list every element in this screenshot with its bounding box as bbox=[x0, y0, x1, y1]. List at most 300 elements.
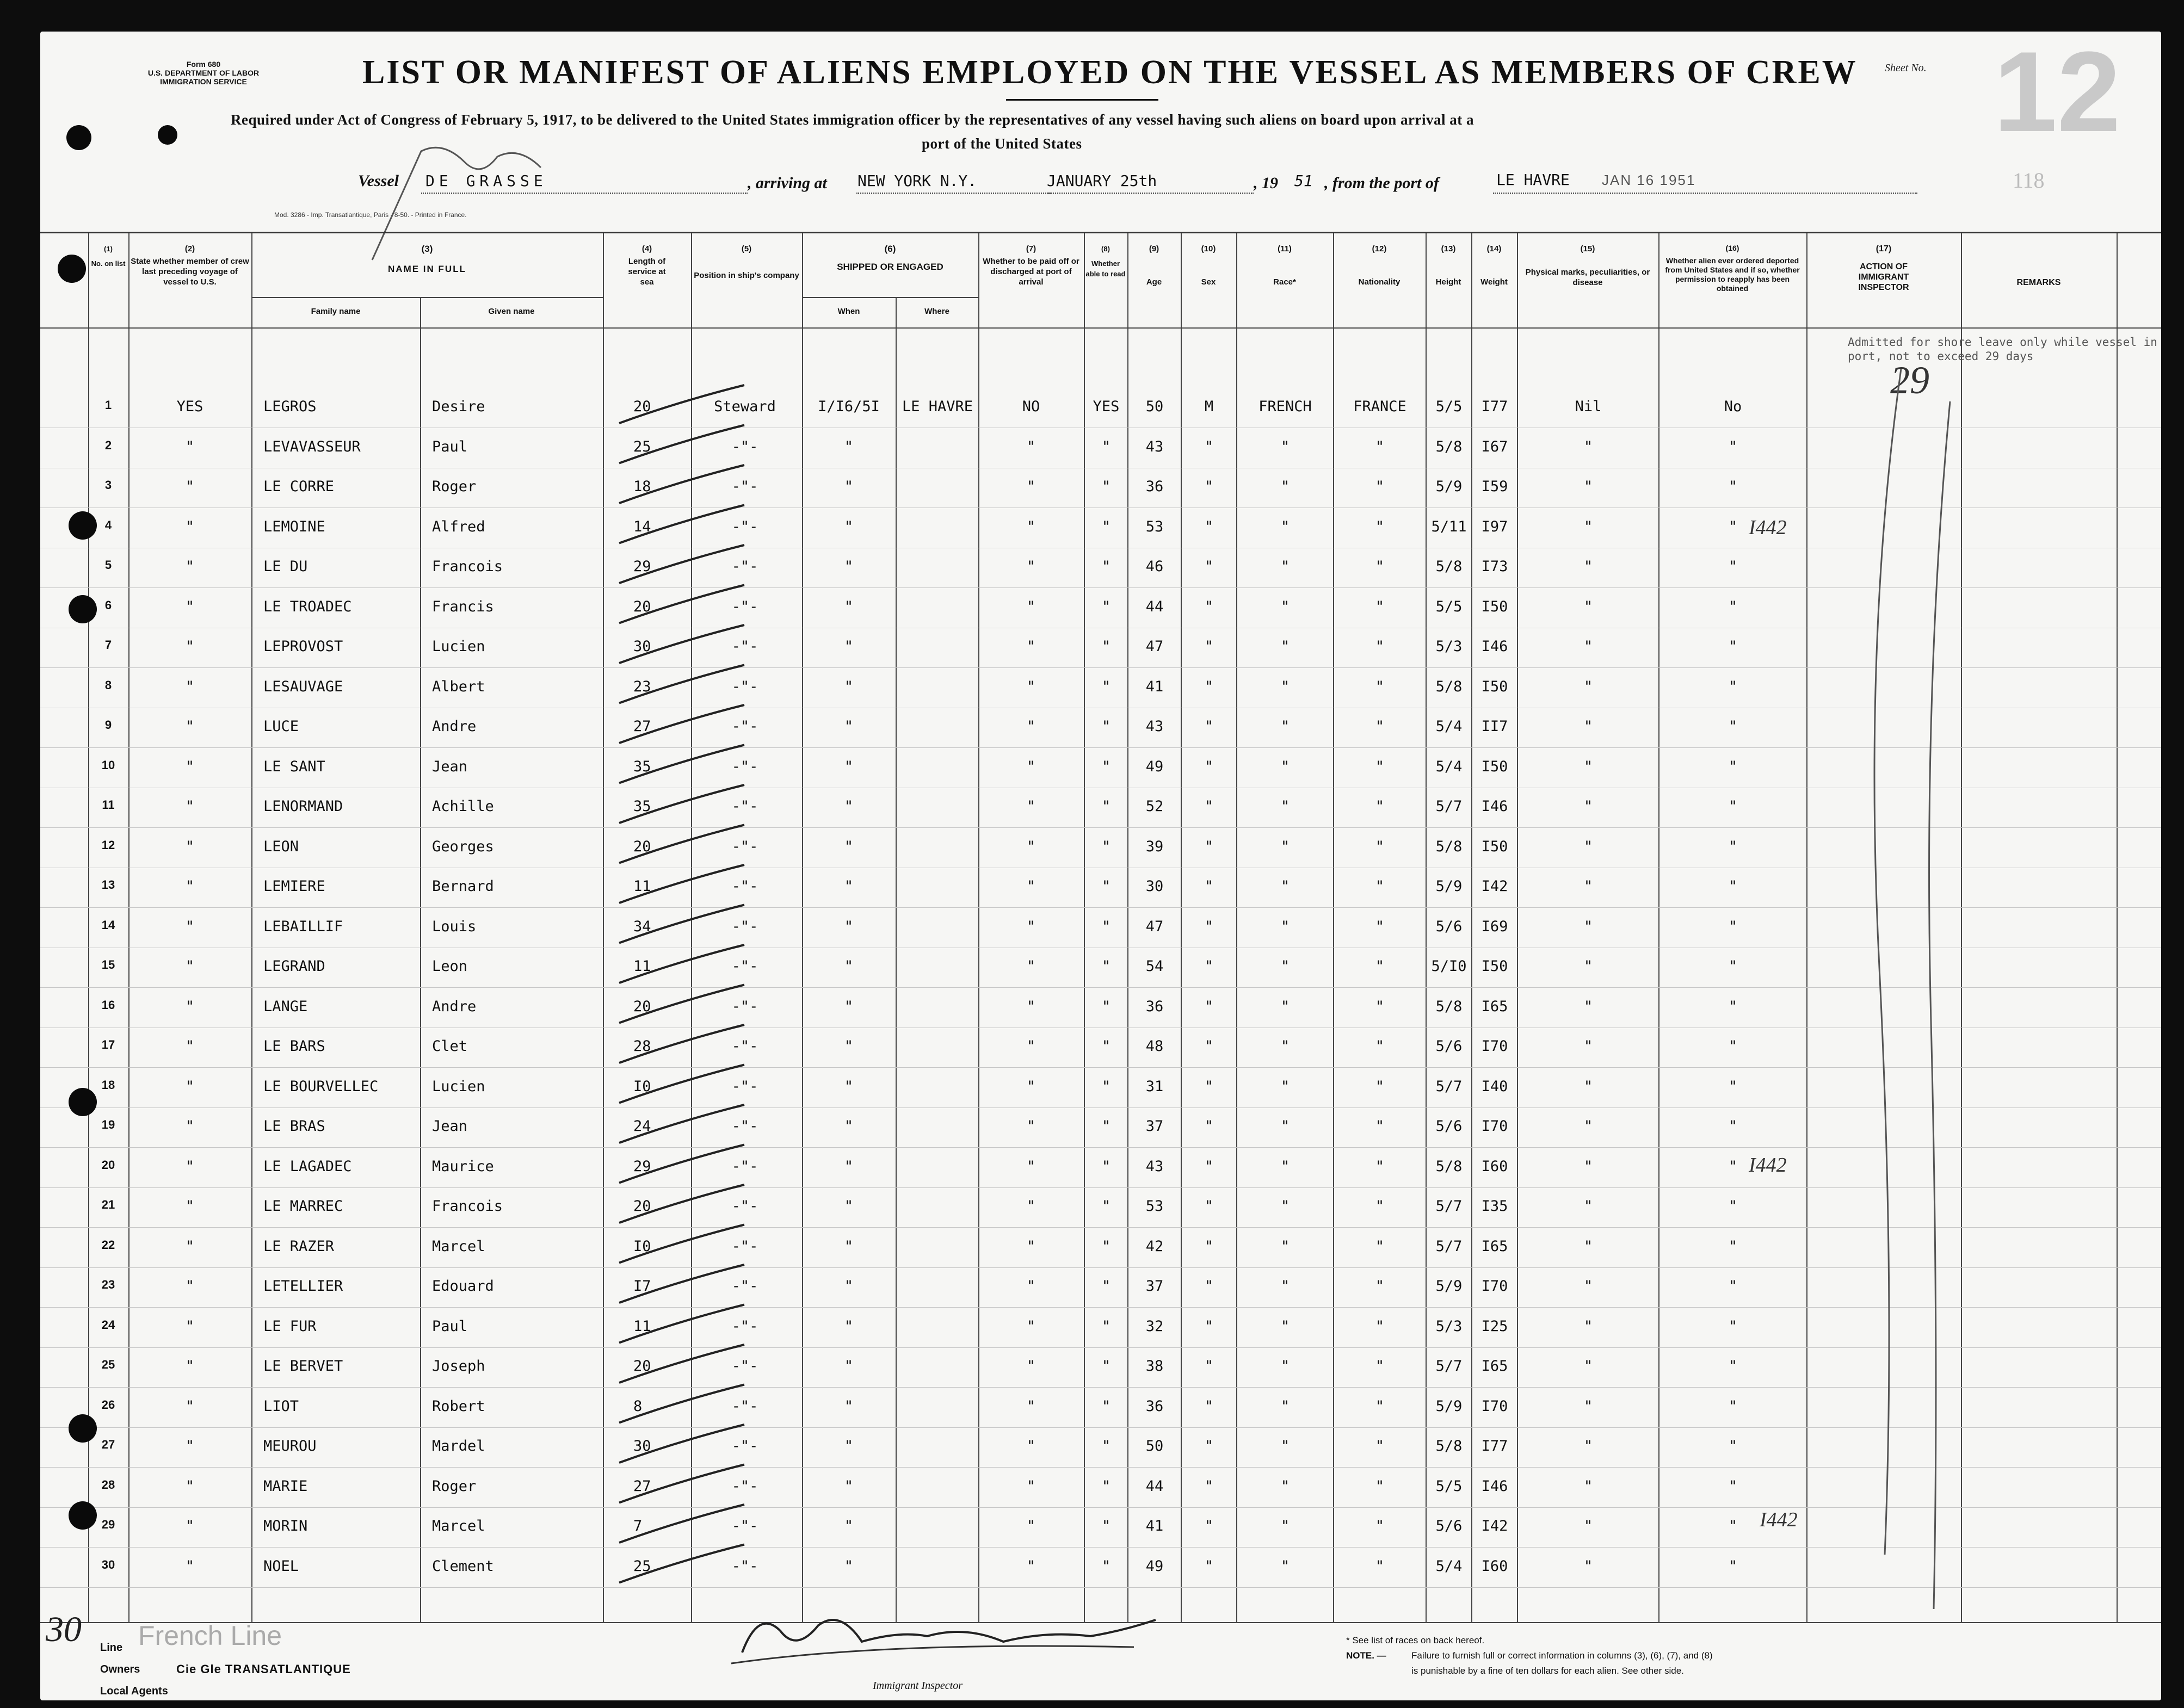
age: 46 bbox=[1145, 558, 1164, 575]
shipped-when: " bbox=[844, 838, 854, 855]
deportation: " bbox=[1728, 1278, 1738, 1295]
service-slash bbox=[619, 1105, 744, 1143]
physical-marks: " bbox=[1583, 1158, 1593, 1175]
prev-voyage: " bbox=[185, 1198, 195, 1215]
sex: " bbox=[1204, 1198, 1214, 1215]
row-number: 7 bbox=[104, 638, 112, 652]
height: 5/8 bbox=[1435, 1438, 1463, 1455]
deportation: " bbox=[1728, 878, 1738, 895]
col-line bbox=[896, 298, 897, 1623]
prev-voyage: " bbox=[185, 1278, 195, 1295]
sex: " bbox=[1204, 1158, 1214, 1175]
given-name: Lucien bbox=[432, 638, 485, 655]
service-slash bbox=[619, 1425, 744, 1463]
service-slash bbox=[619, 665, 744, 703]
nationality: " bbox=[1375, 438, 1385, 455]
weight: I70 bbox=[1481, 1038, 1508, 1055]
family-name: MORIN bbox=[263, 1518, 308, 1534]
sex: " bbox=[1204, 958, 1214, 975]
family-name: LEON bbox=[263, 838, 299, 855]
sheet-label: Sheet No. bbox=[1885, 62, 1927, 74]
height: 5/8 bbox=[1435, 678, 1463, 695]
weight: I50 bbox=[1481, 598, 1508, 615]
given-name: Clement bbox=[432, 1557, 494, 1575]
given-name: Desire bbox=[432, 398, 485, 415]
shipped-when: " bbox=[844, 438, 854, 455]
age: 37 bbox=[1145, 1118, 1164, 1135]
weight: I59 bbox=[1481, 478, 1508, 495]
nationality: " bbox=[1375, 1518, 1385, 1534]
age: 43 bbox=[1145, 1158, 1164, 1175]
col6-label: SHIPPED OR ENGAGED bbox=[837, 262, 943, 272]
height: 5/5 bbox=[1435, 398, 1463, 415]
row-number: 16 bbox=[101, 998, 115, 1012]
service-years: 20 bbox=[633, 1358, 651, 1375]
nationality: " bbox=[1375, 478, 1385, 495]
row-number: 2 bbox=[104, 438, 112, 452]
sex: " bbox=[1204, 638, 1214, 655]
given-name: Achille bbox=[432, 798, 494, 815]
family-name: LE BARS bbox=[263, 1038, 325, 1055]
service-slash bbox=[619, 1545, 744, 1583]
where-header: Where bbox=[924, 307, 949, 316]
col-line bbox=[1806, 233, 1807, 1623]
height: 5/4 bbox=[1435, 1557, 1463, 1575]
note-line2: is punishable by a fine of ten dollars for each alien. See other side. bbox=[1411, 1666, 1684, 1676]
physical-marks: " bbox=[1583, 1198, 1593, 1215]
able-to-read: " bbox=[1101, 598, 1111, 615]
physical-marks: " bbox=[1583, 1557, 1593, 1575]
deportation: " bbox=[1728, 838, 1738, 855]
sex: " bbox=[1204, 1518, 1214, 1534]
prev-voyage: " bbox=[185, 638, 195, 655]
physical-marks: " bbox=[1583, 1038, 1593, 1055]
position: -"- bbox=[731, 1557, 758, 1575]
given-name: Paul bbox=[432, 1317, 468, 1335]
physical-marks: " bbox=[1583, 1358, 1593, 1375]
col7-label: Whether to be paid off or discharged at port of arrival bbox=[983, 257, 1079, 287]
shipped-when: " bbox=[844, 1237, 854, 1255]
owners-value: Cie Gle TRANSATLANTIQUE bbox=[176, 1662, 351, 1676]
age: 30 bbox=[1145, 878, 1164, 895]
department: U.S. DEPARTMENT OF LABOR bbox=[147, 69, 260, 77]
deportation: " bbox=[1728, 958, 1738, 975]
sex: " bbox=[1204, 1477, 1214, 1495]
prev-voyage: " bbox=[185, 998, 195, 1015]
age: 41 bbox=[1145, 678, 1164, 695]
row-number: 28 bbox=[101, 1477, 115, 1492]
prev-voyage: " bbox=[185, 718, 195, 735]
local-agents-label: Local Agents bbox=[100, 1685, 168, 1697]
row-number: 5 bbox=[104, 558, 112, 572]
shipped-when: " bbox=[844, 1317, 854, 1335]
prev-voyage: " bbox=[185, 1518, 195, 1534]
height: 5/5 bbox=[1435, 598, 1463, 615]
service-years: 28 bbox=[633, 1038, 651, 1055]
weight: I97 bbox=[1481, 518, 1508, 535]
weight: I65 bbox=[1481, 998, 1508, 1015]
paid-off: " bbox=[1026, 1397, 1036, 1415]
date-stamp: JAN 16 1951 bbox=[1602, 172, 1696, 188]
shipped-when: " bbox=[844, 1118, 854, 1135]
nationality: " bbox=[1375, 798, 1385, 815]
weight: I50 bbox=[1481, 838, 1508, 855]
able-to-read: " bbox=[1101, 518, 1111, 535]
weight: I67 bbox=[1481, 438, 1508, 455]
nationality: " bbox=[1375, 998, 1385, 1015]
paid-off: " bbox=[1026, 518, 1036, 535]
col9-num: (9) bbox=[1149, 244, 1159, 253]
family-name: LE CORRE bbox=[263, 478, 335, 495]
nationality: " bbox=[1375, 638, 1385, 655]
service-slash bbox=[619, 905, 744, 943]
physical-marks: " bbox=[1583, 478, 1593, 495]
punch-hole bbox=[69, 1088, 97, 1116]
race: " bbox=[1280, 718, 1290, 735]
deportation: " bbox=[1728, 558, 1738, 575]
physical-marks: " bbox=[1583, 718, 1593, 735]
position: -"- bbox=[731, 1118, 758, 1135]
prev-voyage: " bbox=[185, 478, 195, 495]
physical-marks: Nil bbox=[1575, 398, 1602, 415]
able-to-read: " bbox=[1101, 958, 1111, 975]
able-to-read: " bbox=[1101, 1317, 1111, 1335]
arrival-date: JANUARY 25th bbox=[1047, 172, 1157, 190]
sex: " bbox=[1204, 838, 1214, 855]
col16-label: Whether alien ever ordered deported from United States and if so, whether permission to reapply has been obtained bbox=[1665, 256, 1800, 293]
row-number: 12 bbox=[101, 838, 115, 852]
col12-label: Nationality bbox=[1358, 277, 1401, 287]
prev-voyage: " bbox=[185, 1078, 195, 1095]
shipped-when: " bbox=[844, 958, 854, 975]
shipped-when: " bbox=[844, 1477, 854, 1495]
row-number: 24 bbox=[101, 1317, 115, 1332]
able-to-read: " bbox=[1101, 638, 1111, 655]
deportation: " bbox=[1728, 478, 1738, 495]
race: " bbox=[1280, 1118, 1290, 1135]
row-number: 13 bbox=[101, 878, 115, 892]
given-name: Bernard bbox=[432, 878, 494, 895]
race: " bbox=[1280, 1518, 1290, 1534]
col17-label: ACTION OF IMMIGRANT INSPECTOR bbox=[1858, 262, 1909, 292]
shipped-when: " bbox=[844, 598, 854, 615]
arriving-label: , arriving at bbox=[748, 174, 827, 192]
family-name: LEMIERE bbox=[263, 878, 325, 895]
nationality: " bbox=[1375, 1278, 1385, 1295]
line-label: Line bbox=[100, 1642, 123, 1654]
col-line bbox=[251, 233, 252, 1623]
given-name: Joseph bbox=[432, 1358, 485, 1375]
height: 5/6 bbox=[1435, 918, 1463, 935]
prev-voyage: " bbox=[185, 838, 195, 855]
prev-voyage: YES bbox=[176, 398, 203, 415]
paid-off: " bbox=[1026, 998, 1036, 1015]
service-years: 34 bbox=[633, 918, 651, 935]
shipped-subrule bbox=[802, 297, 978, 298]
able-to-read: " bbox=[1101, 1158, 1111, 1175]
race: " bbox=[1280, 678, 1290, 695]
service-years: 27 bbox=[633, 1477, 651, 1495]
physical-marks: " bbox=[1583, 1397, 1593, 1415]
family-name: LEGRAND bbox=[263, 958, 325, 975]
shipped-when: " bbox=[844, 718, 854, 735]
sex: M bbox=[1204, 398, 1214, 415]
given-name: Leon bbox=[432, 958, 468, 975]
height: 5/I0 bbox=[1431, 958, 1467, 975]
sex: " bbox=[1204, 598, 1214, 615]
prev-voyage: " bbox=[185, 1557, 195, 1575]
age: 43 bbox=[1145, 718, 1164, 735]
races-note: * See list of races on back hereof. bbox=[1346, 1635, 1485, 1645]
sex: " bbox=[1204, 478, 1214, 495]
paid-off: " bbox=[1026, 1038, 1036, 1055]
sex: " bbox=[1204, 678, 1214, 695]
position: -"- bbox=[731, 478, 758, 495]
physical-marks: " bbox=[1583, 1237, 1593, 1255]
nationality: " bbox=[1375, 1198, 1385, 1215]
nationality: " bbox=[1375, 1158, 1385, 1175]
col2-num: (2) bbox=[184, 244, 195, 253]
deportation: " bbox=[1728, 1038, 1738, 1055]
row-number: 27 bbox=[101, 1438, 115, 1451]
paid-off: " bbox=[1026, 1358, 1036, 1375]
prev-voyage: " bbox=[185, 1358, 195, 1375]
weight: I46 bbox=[1481, 798, 1508, 815]
height: 5/6 bbox=[1435, 1518, 1463, 1534]
service-years: 30 bbox=[633, 1438, 651, 1455]
able-to-read: " bbox=[1101, 438, 1111, 455]
sex: " bbox=[1204, 718, 1214, 735]
able-to-read: " bbox=[1101, 1237, 1111, 1255]
family-name: LE BERVET bbox=[263, 1358, 343, 1375]
stamp-number: 118 bbox=[2013, 168, 2045, 193]
age: 37 bbox=[1145, 1278, 1164, 1295]
physical-marks: " bbox=[1583, 1278, 1593, 1295]
pencil-marks bbox=[1836, 369, 1977, 1609]
service-years: 11 bbox=[633, 1317, 651, 1335]
race: " bbox=[1280, 958, 1290, 975]
position: -"- bbox=[731, 638, 758, 655]
line-value: French Line bbox=[138, 1620, 282, 1651]
punch-hole bbox=[69, 595, 97, 623]
position: -"- bbox=[731, 1198, 758, 1215]
requirement-line1: Required under Act of Congress of February 5, 1917, to be delivered to the United States immigration officer by the representatives of any vessel having such aliens on board upon arrival at a bbox=[231, 112, 1474, 128]
inspector-mark: 29 bbox=[1890, 358, 1929, 402]
weight: II7 bbox=[1481, 718, 1508, 735]
form-number: Form 680 bbox=[186, 60, 221, 69]
weight: I70 bbox=[1481, 1118, 1508, 1135]
height: 5/3 bbox=[1435, 638, 1463, 655]
paid-off: " bbox=[1026, 1477, 1036, 1495]
weight: I70 bbox=[1481, 1278, 1508, 1295]
height: 5/7 bbox=[1435, 1078, 1463, 1095]
service-years: 20 bbox=[633, 1198, 651, 1215]
able-to-read: " bbox=[1101, 1078, 1111, 1095]
position: -"- bbox=[731, 1477, 758, 1495]
nationality: " bbox=[1375, 1397, 1385, 1415]
prev-voyage: " bbox=[185, 1237, 195, 1255]
shipped-when: " bbox=[844, 1518, 854, 1534]
nationality: " bbox=[1375, 1438, 1385, 1455]
race: " bbox=[1280, 838, 1290, 855]
service-slash bbox=[619, 745, 744, 783]
race: " bbox=[1280, 518, 1290, 535]
age: 54 bbox=[1145, 958, 1164, 975]
weight: I70 bbox=[1481, 1397, 1508, 1415]
race: " bbox=[1280, 998, 1290, 1015]
paid-off: " bbox=[1026, 1278, 1036, 1295]
col14-num: (14) bbox=[1486, 244, 1502, 253]
family-name-header: Family name bbox=[311, 307, 361, 316]
date-underline bbox=[1047, 193, 1254, 194]
able-to-read: " bbox=[1101, 758, 1111, 775]
nationality: " bbox=[1375, 1118, 1385, 1135]
able-to-read: " bbox=[1101, 1438, 1111, 1455]
row-number: 8 bbox=[104, 678, 112, 692]
family-name: LEVAVASSEUR bbox=[263, 438, 361, 455]
service-years: I7 bbox=[633, 1278, 651, 1295]
row-number: 22 bbox=[101, 1237, 115, 1252]
family-name: LE RAZER bbox=[263, 1237, 335, 1255]
service-slash bbox=[619, 385, 744, 423]
family-name: LE BRAS bbox=[263, 1118, 325, 1135]
service-slash bbox=[619, 785, 744, 823]
position: -"- bbox=[731, 798, 758, 815]
given-name: Paul bbox=[432, 438, 468, 455]
service: IMMIGRATION SERVICE bbox=[160, 77, 247, 86]
family-name: LEMOINE bbox=[263, 518, 325, 535]
service-years: 29 bbox=[633, 1158, 651, 1175]
shipped-when: " bbox=[844, 558, 854, 575]
sheet-number: 12 bbox=[1994, 28, 2121, 156]
family-name: NOEL bbox=[263, 1557, 299, 1575]
age: 50 bbox=[1145, 1438, 1164, 1455]
sex: " bbox=[1204, 1397, 1214, 1415]
given-name-header: Given name bbox=[488, 307, 535, 316]
deportation: " bbox=[1728, 918, 1738, 935]
deportation: " bbox=[1728, 1237, 1738, 1255]
nationality: " bbox=[1375, 598, 1385, 615]
paid-off: " bbox=[1026, 718, 1036, 735]
race: " bbox=[1280, 1317, 1290, 1335]
able-to-read: " bbox=[1101, 918, 1111, 935]
physical-marks: " bbox=[1583, 438, 1593, 455]
deportation: " bbox=[1728, 1358, 1738, 1375]
prev-voyage: " bbox=[185, 558, 195, 575]
race: " bbox=[1280, 918, 1290, 935]
col13-num: (13) bbox=[1441, 244, 1456, 253]
col17-num: (17) bbox=[1875, 244, 1892, 253]
sex: " bbox=[1204, 1557, 1214, 1575]
prev-voyage: " bbox=[185, 678, 195, 695]
nationality: " bbox=[1375, 958, 1385, 975]
col15-label: Physical marks, peculiarities, or disease bbox=[1525, 268, 1650, 287]
inspector-signature bbox=[720, 1598, 1167, 1674]
service-years: 18 bbox=[633, 478, 651, 495]
owners-label: Owners bbox=[100, 1663, 140, 1675]
age: 36 bbox=[1145, 998, 1164, 1015]
able-to-read: " bbox=[1101, 998, 1111, 1015]
weight: I46 bbox=[1481, 1477, 1508, 1495]
family-name: LE SANT bbox=[263, 758, 325, 775]
row-number: 18 bbox=[101, 1078, 115, 1092]
service-slash-marks bbox=[603, 336, 831, 1598]
family-name: MARIE bbox=[263, 1477, 308, 1495]
inspector-note: Admitted for shore leave only while vessel in port, not to exceed 29 days bbox=[1848, 336, 2157, 363]
race: " bbox=[1280, 478, 1290, 495]
service-years: 20 bbox=[633, 998, 651, 1015]
nationality: " bbox=[1375, 1358, 1385, 1375]
physical-marks: " bbox=[1583, 1317, 1593, 1335]
race: " bbox=[1280, 1438, 1290, 1455]
height: 5/6 bbox=[1435, 1038, 1463, 1055]
sex: " bbox=[1204, 998, 1214, 1015]
shipped-when: " bbox=[844, 1397, 854, 1415]
physical-marks: " bbox=[1583, 1477, 1593, 1495]
paid-off: " bbox=[1026, 1118, 1036, 1135]
weight: I35 bbox=[1481, 1198, 1508, 1215]
service-slash bbox=[619, 1225, 744, 1263]
col3-num: (3) bbox=[421, 244, 433, 254]
weight: I40 bbox=[1481, 1078, 1508, 1095]
weight: I50 bbox=[1481, 758, 1508, 775]
nationality: " bbox=[1375, 718, 1385, 735]
row-number: 20 bbox=[101, 1158, 115, 1172]
height: 5/5 bbox=[1435, 1477, 1463, 1495]
row-number: 3 bbox=[104, 478, 112, 492]
shipped-when: " bbox=[844, 1557, 854, 1575]
service-years: 20 bbox=[633, 398, 651, 415]
shipped-when: " bbox=[844, 878, 854, 895]
col14-label: Weight bbox=[1480, 277, 1508, 287]
physical-marks: " bbox=[1583, 758, 1593, 775]
shipped-when: " bbox=[844, 518, 854, 535]
row-number: 30 bbox=[101, 1557, 115, 1571]
physical-marks: " bbox=[1583, 1518, 1593, 1534]
punch-hole bbox=[66, 125, 91, 150]
position: -"- bbox=[731, 558, 758, 575]
prev-voyage: " bbox=[185, 1477, 195, 1495]
prev-voyage: " bbox=[185, 1038, 195, 1055]
age: 47 bbox=[1145, 918, 1164, 935]
height: 5/9 bbox=[1435, 478, 1463, 495]
race: " bbox=[1280, 1237, 1290, 1255]
count-mark: 30 bbox=[46, 1610, 82, 1649]
race: " bbox=[1280, 1158, 1290, 1175]
position: -"- bbox=[731, 1038, 758, 1055]
race: " bbox=[1280, 598, 1290, 615]
deportation: " bbox=[1728, 598, 1738, 615]
nationality: " bbox=[1375, 918, 1385, 935]
height: 5/8 bbox=[1435, 558, 1463, 575]
given-name: Marcel bbox=[432, 1518, 485, 1534]
paid-off: " bbox=[1026, 1078, 1036, 1095]
height: 5/8 bbox=[1435, 998, 1463, 1015]
service-years: I0 bbox=[633, 1237, 651, 1255]
weight: I42 bbox=[1481, 878, 1508, 895]
able-to-read: " bbox=[1101, 1358, 1111, 1375]
shipped-when: " bbox=[844, 638, 854, 655]
service-slash bbox=[619, 865, 744, 903]
deportation: " bbox=[1728, 798, 1738, 815]
sex: " bbox=[1204, 438, 1214, 455]
physical-marks: " bbox=[1583, 518, 1593, 535]
row-number: 9 bbox=[104, 718, 112, 732]
col10-label: Sex bbox=[1201, 277, 1216, 287]
position: -"- bbox=[731, 998, 758, 1015]
shipped-when: " bbox=[844, 1358, 854, 1375]
height: 5/9 bbox=[1435, 1278, 1463, 1295]
